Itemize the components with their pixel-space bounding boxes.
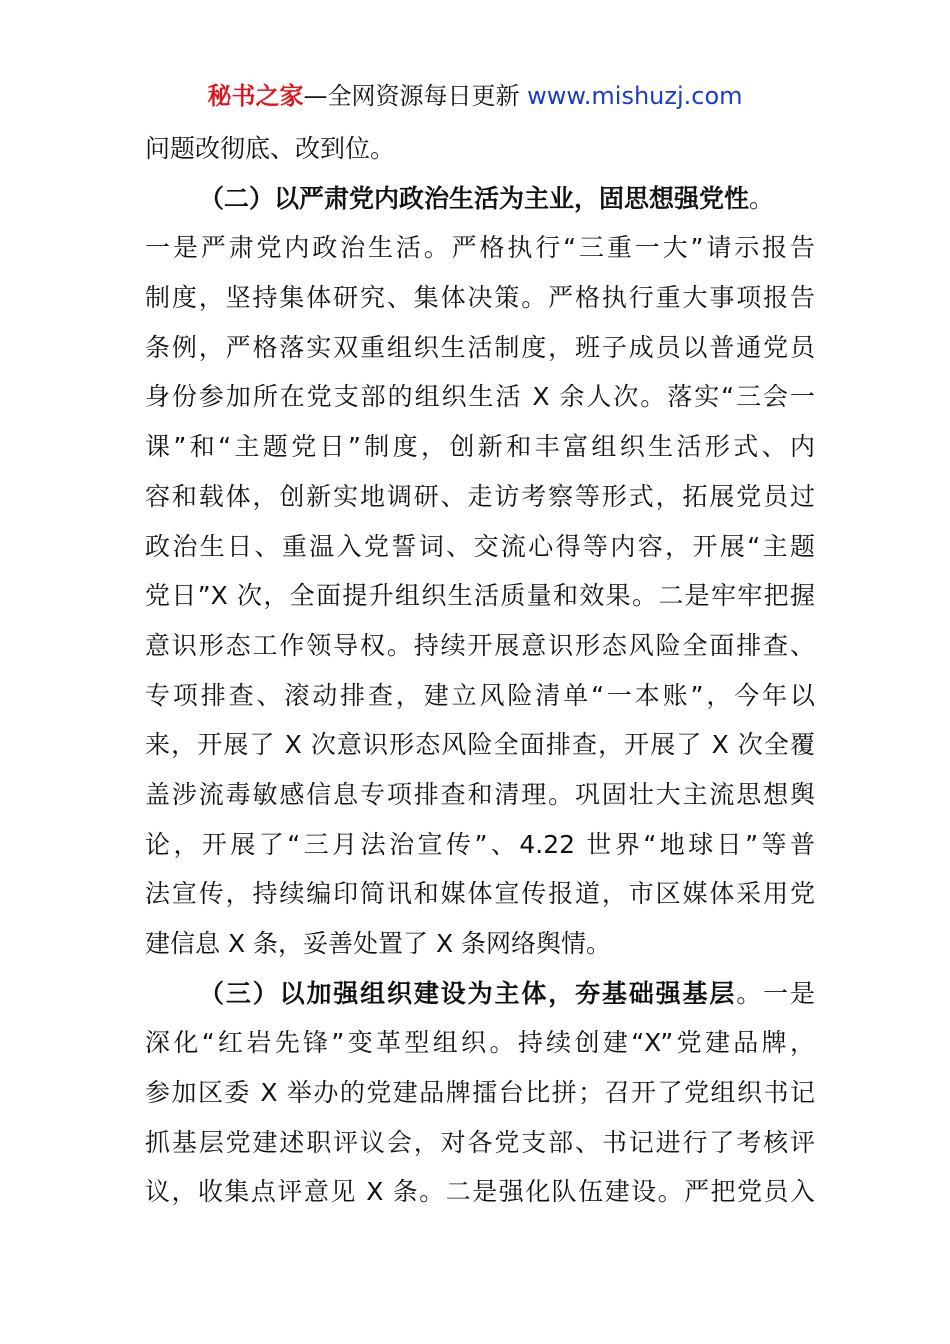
site-url: www.mishuzj.com xyxy=(527,82,743,110)
text-line: 身份参加所在党支部的组织生活 X 余人次。落实“三会一 xyxy=(145,382,815,412)
section-heading: （二）以严肃党内政治生活为主业，固思想强党性 xyxy=(199,183,750,213)
text-line: 意识形态工作领导权。持续开展意识形态风险全面排查、 xyxy=(145,630,815,660)
text-line: 课”和“主题党日”制度，创新和丰富组织生活形式、内 xyxy=(145,432,815,462)
section-heading-line xyxy=(145,969,815,1019)
text-line: 深化“红岩先锋”变革型组织。持续创建“X”党建品牌， xyxy=(145,1028,815,1058)
text-line: 制度，坚持集体研究、集体决策。严格执行重大事项报告 xyxy=(145,283,815,313)
text-line: 论，开展了“三月法治宣传”、4.22 世界“地球日”等普 xyxy=(145,829,815,859)
section-heading-line xyxy=(145,174,815,224)
brand-name: 秘书之家 xyxy=(207,82,304,110)
text-line: 条例，严格落实双重组织生活制度，班子成员以普通党员 xyxy=(145,332,815,362)
document-body xyxy=(145,124,815,1217)
text-line: 盖涉流毒敏感信息专项排查和清理。巩固壮大主流思想舆 xyxy=(145,779,815,809)
text-fragment: 。一是 xyxy=(736,978,815,1008)
text-line: 政治生日、重温入党誓词、交流心得等内容，开展“主题 xyxy=(145,531,815,561)
text-line: 专项排查、滚动排查，建立风险清单“一本账”，今年以 xyxy=(145,680,815,710)
text-line: 议，收集点评意见 X 条。二是强化队伍建设。严把党员入 xyxy=(145,1177,815,1207)
text-fragment: 。 xyxy=(749,183,775,213)
brand-tagline: —全网资源每日更新 xyxy=(303,82,528,110)
text-line: 建信息 X 条，妥善处置了 X 条网络舆情。 xyxy=(145,929,612,958)
text-line: 一是严肃党内政治生活。严格执行“三重一大”请示报告 xyxy=(145,233,815,263)
site-watermark-header xyxy=(0,78,950,114)
section-heading: （三）以加强组织建设为主体，夯基础强基层 xyxy=(199,978,737,1008)
text-line: 法宣传，持续编印简讯和媒体宣传报道，市区媒体采用党 xyxy=(145,879,815,909)
text-line: 问题改彻底、改到位。 xyxy=(145,134,396,163)
text-line: 参加区委 X 举办的党建品牌擂台比拼；召开了党组织书记 xyxy=(145,1078,815,1108)
text-line: 来，开展了 X 次意识形态风险全面排查，开展了 X 次全覆 xyxy=(145,730,815,760)
text-line: 容和载体，创新实地调研、走访考察等形式，拓展党员过 xyxy=(145,481,815,511)
text-line: 抓基层党建述职评议会，对各党支部、书记进行了考核评 xyxy=(145,1127,815,1157)
text-line: 党日”X 次，全面提升组织生活质量和效果。二是牢牢把握 xyxy=(145,581,815,611)
